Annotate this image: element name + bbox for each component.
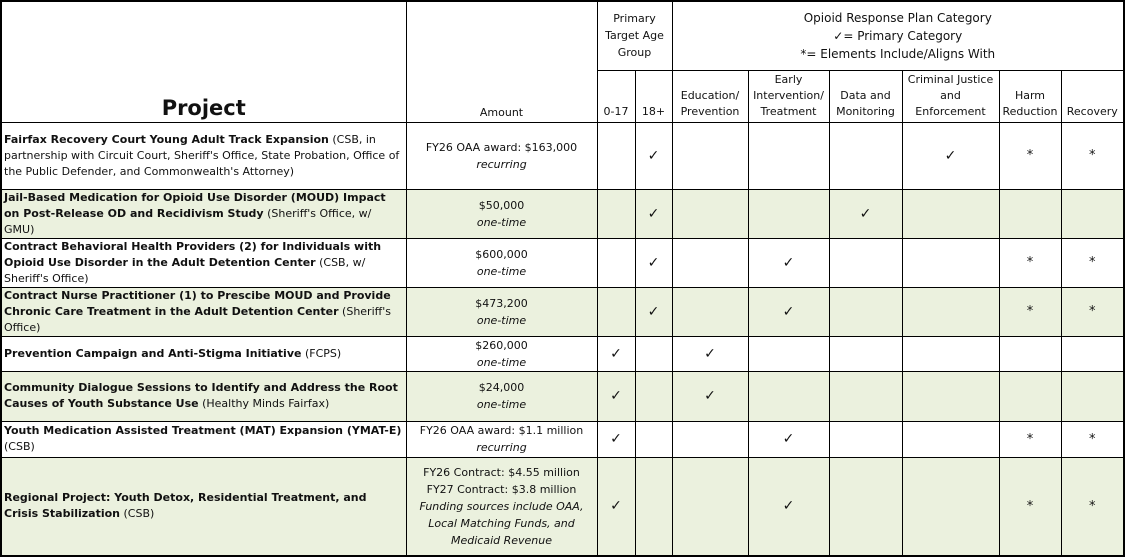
table-row (1, 457, 1124, 556)
age-group-header (597, 1, 672, 70)
asterisk-icon: * (1026, 431, 1034, 447)
mark-criminal-justice (902, 371, 999, 421)
mark-education-prevention (672, 336, 748, 371)
mark-recovery (1061, 122, 1124, 189)
col-harm-reduction: Harm Reduction (999, 70, 1061, 122)
amount-value: $50,000 (478, 198, 525, 212)
table-row (1, 336, 1124, 371)
amount-note: recurring (476, 441, 527, 454)
mark-harm-reduction (999, 336, 1061, 371)
asterisk-icon: * (1026, 304, 1034, 319)
asterisk-icon: * (1089, 255, 1096, 270)
checkmark-icon: ✓ (782, 254, 795, 271)
checkmark-icon: ✓ (610, 498, 622, 515)
mark-age-0-17 (597, 457, 635, 556)
col-recovery: Recovery (1061, 70, 1124, 122)
mark-age-0-17 (597, 238, 635, 287)
checkmark-icon: ✓ (647, 147, 660, 164)
mark-criminal-justice (902, 457, 999, 556)
mark-age-0-17 (597, 189, 635, 238)
table-row (1, 238, 1124, 287)
mark-age-18-plus (635, 122, 672, 189)
project-cell (1, 421, 406, 457)
project-title: Prevention Campaign and Anti-Stigma Initiative (4, 346, 302, 360)
project-detail: (CSB) (120, 507, 155, 521)
amount-cell (406, 421, 597, 457)
amount-note: Funding sources include OAA, (419, 499, 584, 513)
project-detail: (CSB) (4, 440, 35, 453)
amount-note: Medicaid Revenue (450, 533, 553, 547)
mark-age-18-plus (635, 421, 672, 457)
amount-cell (406, 287, 597, 336)
mark-age-18-plus (635, 457, 672, 556)
mark-early-intervention (748, 122, 829, 189)
project-cell (1, 457, 406, 556)
checkmark-icon: ✓ (704, 345, 716, 362)
checkmark-icon: ✓ (610, 345, 622, 362)
project-detail: (Healthy Minds Fairfax) (198, 397, 330, 410)
mark-recovery (1061, 336, 1124, 371)
mark-recovery (1061, 421, 1124, 457)
project-title: Community Dialogue Sessions to Identify and Address the Root Causes of Youth Substance Use (4, 381, 398, 410)
table-body (1, 122, 1124, 556)
amount-note: Local Matching Funds, and (428, 516, 575, 530)
project-detail: (Sheriff's Office, w/ GMU) (4, 206, 372, 236)
mark-education-prevention (672, 287, 748, 336)
mark-education-prevention (672, 371, 748, 421)
project-cell (1, 189, 406, 238)
mark-age-0-17 (597, 122, 635, 189)
amount-value: $473,200 (475, 296, 528, 310)
project-header: Project (1, 1, 406, 122)
amount-value: FY27 Contract: $3.8 million (426, 482, 577, 496)
asterisk-icon: * (1026, 255, 1034, 270)
mark-age-18-plus (635, 371, 672, 421)
mark-harm-reduction (999, 189, 1061, 238)
mark-age-0-17 (597, 421, 635, 457)
checkmark-icon: ✓ (647, 303, 660, 320)
project-cell (1, 336, 406, 371)
mark-harm-reduction (999, 457, 1061, 556)
asterisk-icon: * (1026, 498, 1034, 514)
project-title: Regional Project: Youth Detox, Residential Treatment, and Crisis Stabilization (4, 491, 367, 521)
mark-early-intervention (748, 189, 829, 238)
asterisk-icon: * (1089, 304, 1096, 319)
mark-early-intervention (748, 336, 829, 371)
checkmark-icon: ✓ (610, 431, 622, 447)
amount-cell (406, 371, 597, 421)
mark-data-monitoring (829, 421, 902, 457)
project-title: Youth Medication Assisted Treatment (MAT) Expansion (YMAT-E) (4, 424, 402, 437)
col-criminal-justice: Criminal Justice and Enforcement (902, 70, 999, 122)
asterisk-icon: * (1089, 148, 1096, 163)
mark-data-monitoring (829, 371, 902, 421)
amount-note: one-time (476, 398, 527, 411)
mark-data-monitoring (829, 122, 902, 189)
mark-age-18-plus (635, 238, 672, 287)
amount-cell (406, 336, 597, 371)
amount-note: one-time (476, 215, 527, 229)
mark-education-prevention (672, 457, 748, 556)
mark-harm-reduction (999, 371, 1061, 421)
mark-age-0-17 (597, 371, 635, 421)
amount-value: FY26 OAA award: $1.1 million (419, 424, 584, 437)
mark-data-monitoring (829, 189, 902, 238)
age-group-line1: Primary (613, 12, 656, 26)
mark-harm-reduction (999, 238, 1061, 287)
amount-cell (406, 457, 597, 556)
asterisk-icon: * (1089, 498, 1096, 514)
amount-note: one-time (476, 313, 527, 327)
amount-value: $260,000 (475, 338, 528, 352)
mark-age-18-plus (635, 287, 672, 336)
col-data-monitoring: Data and Monitoring (829, 70, 902, 122)
amount-note: one-time (476, 355, 527, 369)
checkmark-icon: ✓ (610, 388, 622, 404)
asterisk-icon: * (1089, 431, 1096, 447)
mark-age-0-17 (597, 287, 635, 336)
age-group-line2: Target Age (605, 29, 664, 43)
mark-data-monitoring (829, 287, 902, 336)
project-cell (1, 287, 406, 336)
checkmark-icon: ✓ (859, 205, 872, 222)
project-detail: (CSB, in partnership with Circuit Court, Sheriff's Office, State Probation, Office of the Public Defender, and Commonwealth's Attorney) (4, 132, 400, 178)
mark-harm-reduction (999, 287, 1061, 336)
project-title: Fairfax Recovery Court Young Adult Track Expansion (4, 132, 329, 146)
checkmark-icon: ✓ (782, 431, 795, 447)
col-early-intervention: Early Intervention/ Treatment (748, 70, 829, 122)
mark-recovery (1061, 238, 1124, 287)
project-cell (1, 238, 406, 287)
amount-cell (406, 189, 597, 238)
mark-education-prevention (672, 122, 748, 189)
table-row (1, 189, 1124, 238)
mark-criminal-justice (902, 287, 999, 336)
mark-criminal-justice (902, 421, 999, 457)
project-cell (1, 122, 406, 189)
amount-value: $600,000 (475, 247, 528, 261)
mark-data-monitoring (829, 238, 902, 287)
mark-early-intervention (748, 457, 829, 556)
mark-recovery (1061, 287, 1124, 336)
mark-harm-reduction (999, 122, 1061, 189)
table-row (1, 122, 1124, 189)
mark-age-18-plus (635, 189, 672, 238)
project-cell (1, 371, 406, 421)
table-row (1, 421, 1124, 457)
category-legend-elements: *= Elements Include/Aligns With (800, 46, 996, 61)
mark-data-monitoring (829, 336, 902, 371)
asterisk-icon: * (1026, 148, 1034, 163)
col-education-prevention: Education/ Prevention (672, 70, 748, 122)
amount-note: recurring (476, 157, 527, 171)
mark-criminal-justice (902, 336, 999, 371)
mark-recovery (1061, 189, 1124, 238)
project-title: Contract Behavioral Health Providers (2) for Individuals with Opioid Use Disorder in the Adult Detention Center (4, 239, 382, 269)
table-row (1, 371, 1124, 421)
checkmark-icon: ✓ (647, 205, 660, 222)
project-detail: (Sheriff's Office) (4, 304, 391, 334)
category-title: Opioid Response Plan Category (803, 10, 992, 25)
mark-education-prevention (672, 238, 748, 287)
mark-early-intervention (748, 287, 829, 336)
project-title: Contract Nurse Practitioner (1) to Prescibe MOUD and Provide Chronic Care Treatment in the Adult Detention Center (4, 288, 391, 318)
mark-criminal-justice (902, 238, 999, 287)
col-age-18-plus: 18+ (635, 70, 672, 122)
mark-recovery (1061, 457, 1124, 556)
mark-early-intervention (748, 421, 829, 457)
category-legend-primary: ✓= Primary Category (833, 28, 963, 43)
checkmark-icon: ✓ (782, 303, 795, 320)
age-group-line3: Group (617, 46, 652, 60)
table-row (1, 287, 1124, 336)
mark-data-monitoring (829, 457, 902, 556)
amount-note: one-time (476, 264, 527, 278)
mark-age-0-17 (597, 336, 635, 371)
checkmark-icon: ✓ (704, 388, 716, 404)
mark-age-18-plus (635, 336, 672, 371)
col-age-0-17: 0-17 (597, 70, 635, 122)
category-header (672, 1, 1124, 70)
amount-value: FY26 OAA award: $163,000 (425, 140, 578, 154)
mark-education-prevention (672, 421, 748, 457)
mark-criminal-justice (902, 122, 999, 189)
amount-header: Amount (406, 1, 597, 122)
project-detail: (FCPS) (301, 346, 342, 360)
amount-cell (406, 238, 597, 287)
mark-recovery (1061, 371, 1124, 421)
mark-early-intervention (748, 238, 829, 287)
checkmark-icon: ✓ (782, 498, 795, 515)
mark-early-intervention (748, 371, 829, 421)
mark-harm-reduction (999, 421, 1061, 457)
mark-criminal-justice (902, 189, 999, 238)
project-title: Jail-Based Medication for Opioid Use Disorder (MOUD) Impact on Post-Release OD and Recidivism Study (4, 190, 386, 220)
project-detail: (CSB, w/ Sheriff's Office) (4, 255, 366, 285)
amount-value: FY26 Contract: $4.55 million (423, 465, 580, 479)
mark-education-prevention (672, 189, 748, 238)
checkmark-icon: ✓ (647, 254, 660, 271)
amount-cell (406, 122, 597, 189)
checkmark-icon: ✓ (944, 147, 957, 164)
amount-value: $24,000 (478, 381, 525, 394)
